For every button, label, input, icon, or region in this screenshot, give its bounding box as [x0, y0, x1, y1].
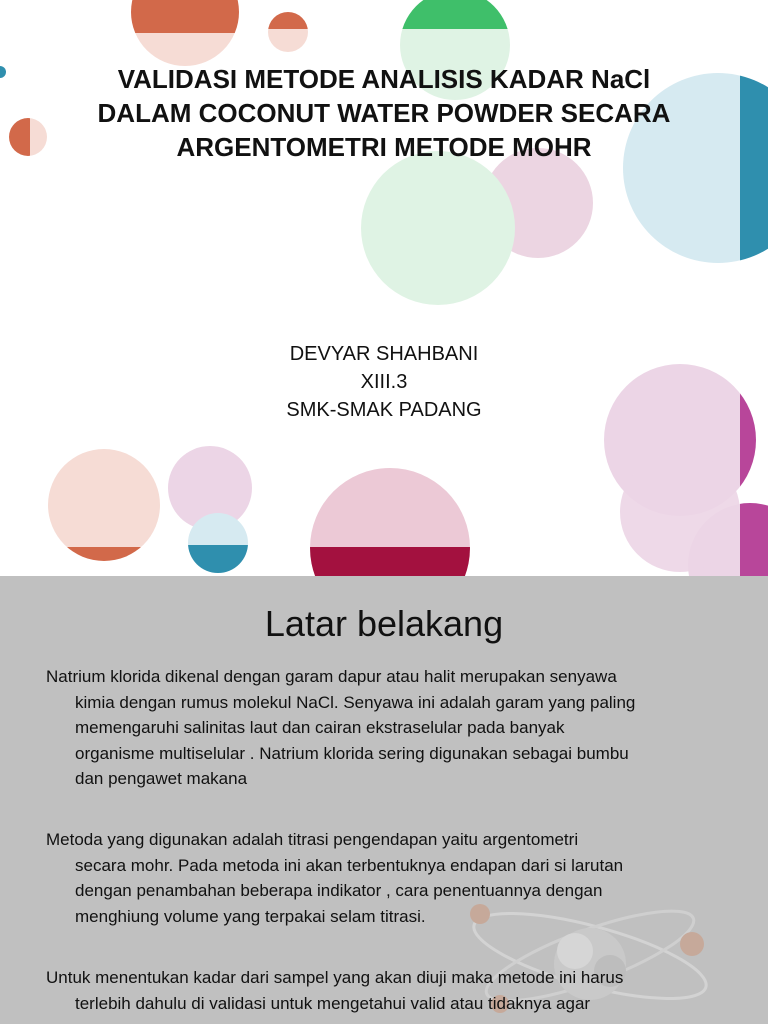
circle-deco-7 — [361, 151, 515, 305]
circle-deco-12 — [300, 460, 480, 576]
section-title: Latar belakang — [264, 603, 504, 644]
slide-title — [40, 62, 728, 164]
paragraph-line: terlebih dahulu di validasi untuk mengetahui valid atau tidaknya agar — [75, 993, 591, 1013]
circle-deco-15 — [620, 452, 740, 572]
title-line-2: DALAM COCONUT WATER POWDER SECARA — [97, 98, 671, 128]
circle-deco-9 — [40, 440, 170, 576]
paragraph-line: dengan penambahan beberapa indikator , cara penentuannya dengan — [75, 881, 603, 900]
author-class: XIII.3 — [360, 371, 408, 393]
paragraph-line: Natrium klorida dikenal dengan garam dapur atau halit merupakan senyawa — [46, 667, 617, 686]
paragraph-line: kimia dengan rumus molekul NaCl. Senyawa ini adalah garam yang paling — [75, 692, 636, 712]
paragraph-2 — [46, 827, 736, 929]
paragraph-line: dan pengawet makana — [75, 769, 248, 788]
paragraph-line: secara mohr. Pada metoda ini akan terbentuknya endapan dari si larutan — [75, 855, 624, 875]
circle-deco-4 — [0, 66, 6, 78]
background-slide — [0, 576, 768, 1024]
circle-deco-2 — [260, 0, 320, 59]
author-school: SMK-SMAK PADANG — [286, 399, 482, 421]
title-line-3: ARGENTOMETRI METODE MOHR — [176, 132, 592, 162]
author-block — [184, 340, 584, 424]
author-name: DEVYAR SHAHBANI — [289, 343, 479, 365]
paragraph-line: Untuk menentukan kadar dari sampel yang akan diuji maka metode ini harus — [46, 968, 624, 987]
paragraph-line: menghiung volume yang terpakai selam titrasi. — [75, 906, 426, 926]
paragraph-line: Metoda yang digunakan adalah titrasi pengendapan yaitu argentometri — [46, 830, 579, 849]
title-line-1: VALIDASI METODE ANALISIS KADAR NaCl — [117, 64, 651, 94]
paragraph-3 — [46, 965, 736, 1016]
paragraph-line: organisme multiselular . Natrium klorida sering digunakan sebagai bumbu — [75, 743, 629, 763]
paragraph-line: memengaruhi salinitas laut dan cairan ekstraselular pada banyak — [75, 718, 565, 737]
paragraph-1 — [46, 664, 736, 792]
